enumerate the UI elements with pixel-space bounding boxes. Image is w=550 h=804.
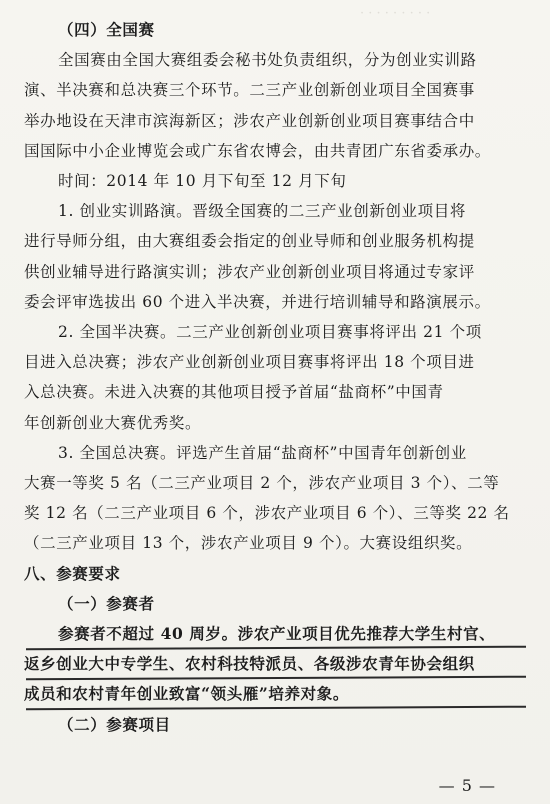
paragraph-line: 供创业辅导进行路演实训；涉农产业创新创业项目将通过专家评: [24, 262, 475, 281]
underlined-requirement-line: 返乡创业大中专学生、农村科技特派员、各级涉农青年协会组织: [24, 654, 475, 674]
handwritten-underline: [26, 676, 526, 681]
section-heading-national-competition: （四）全国赛: [58, 20, 155, 39]
paragraph-line: 委会评审选拔出 60 个进入半决赛，并进行培训辅导和路演展示。: [24, 292, 491, 311]
paragraph-line: 全国赛由全国大赛组委会秘书处负责组织，分为创业实训路: [58, 51, 477, 70]
paragraph-line: 2. 全国半决赛。二三产业创新创业项目赛事将评出 21 个项: [58, 323, 482, 341]
paragraph-line: 进行导师分组，由大赛组委会指定的创业导师和创业服务机构提: [24, 232, 475, 251]
paragraph-line: 奖 12 名（二三产业项目 6 个，涉农产业项目 6 个）、三等奖 22 名: [24, 504, 510, 523]
paragraph-line: 年创新创业大赛优秀奖。: [24, 413, 202, 432]
paragraph-line: 大赛一等奖 5 名（二三产业项目 2 个，涉农产业项目 3 个）、二等: [24, 474, 500, 492]
underlined-requirement-line: 成员和农村青年创业致富“领头雁”培养对象。: [24, 684, 349, 704]
bleed-through-decoration: · · · · · · · · ·: [360, 6, 431, 21]
underlined-requirement-line: 参赛者不超过 40 周岁。涉农产业项目优先推荐大学生村官、: [58, 624, 496, 643]
section-heading-requirements: 八、参赛要求: [24, 563, 121, 583]
paragraph-line: 目进入总决赛；涉农产业创新创业项目赛事将评出 18 个项目进: [24, 353, 475, 372]
paragraph-line: 3. 全国总决赛。评选产生首届“盐商杯”中国青年创新创业: [58, 443, 467, 462]
handwritten-underline: [26, 646, 526, 651]
page-number: — 5 —: [438, 776, 496, 795]
paragraph-line: 入总决赛。未进入决赛的其他项目授予首届“盐商杯”中国青: [24, 383, 444, 402]
schedule-line: 时间：2014 年 10 月下旬至 12 月下旬: [58, 172, 347, 190]
subheading-participants: （一）参赛者: [58, 593, 155, 613]
paragraph-line: 演、半决赛和总决赛三个环节。二三产业创新创业项目全国赛事: [24, 81, 475, 100]
subheading-projects: （二）参赛项目: [58, 714, 171, 734]
paragraph-line: 国国际中小企业博览会或广东省农博会，由共青团广东省委承办。: [24, 141, 491, 160]
handwritten-underline: [26, 706, 526, 711]
paragraph-line: 1. 创业实训路演。晋级全国赛的二三产业创新创业项目将: [58, 202, 466, 221]
paragraph-line: 举办地设在天津市滨海新区；涉农产业创新创业项目赛事结合中: [24, 111, 475, 130]
paragraph-line: （二三产业项目 13 个，涉农产业项目 9 个）。大赛设组织奖。: [24, 534, 473, 553]
